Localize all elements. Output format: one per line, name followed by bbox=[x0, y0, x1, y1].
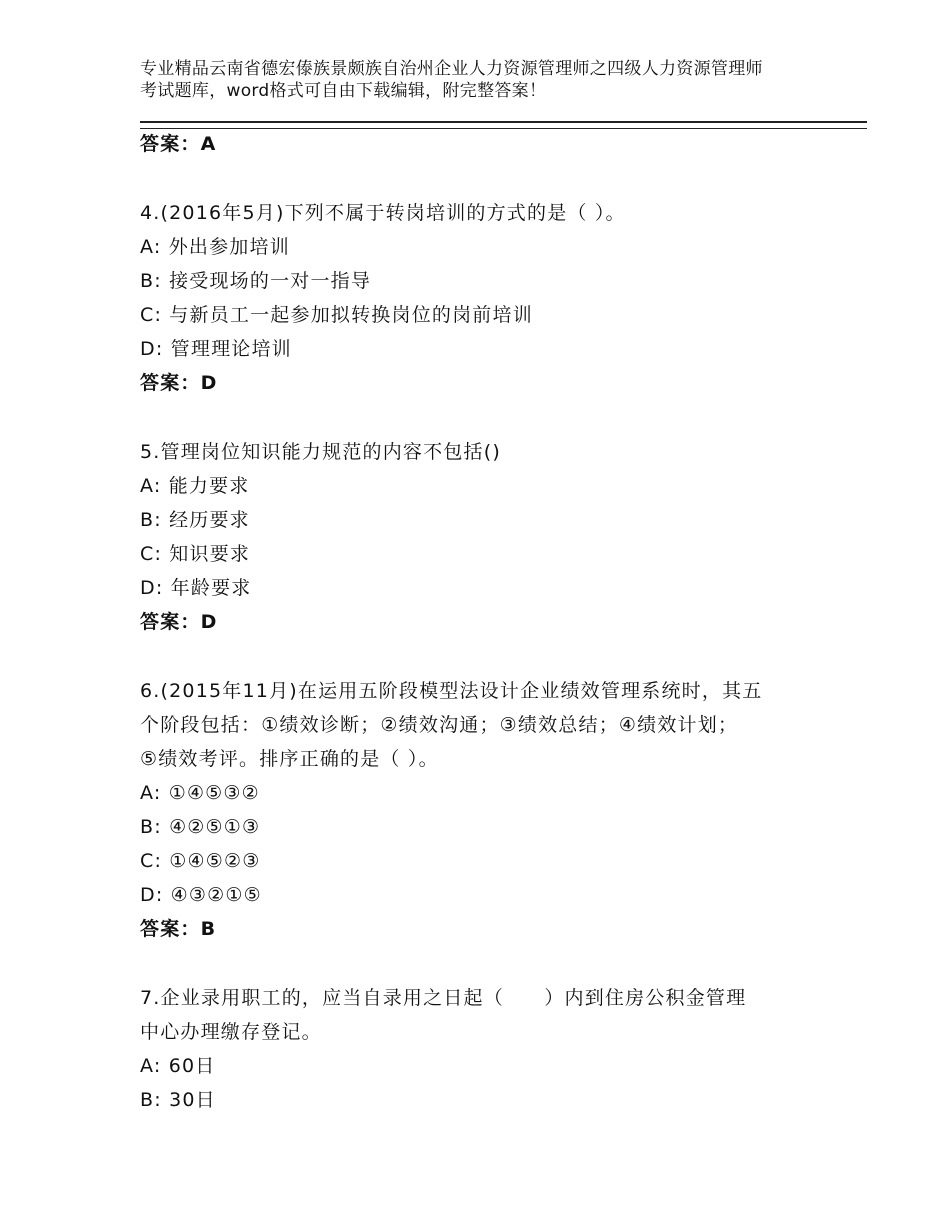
option-a: A: ①④⑤③② bbox=[140, 782, 260, 804]
option-a: A: 外出参加培训 bbox=[140, 236, 290, 258]
question-list bbox=[140, 127, 840, 1117]
question-stem-line-3: ⑤绩效考评。排序正确的是（ ）。 bbox=[140, 748, 439, 770]
option-c: C: 知识要求 bbox=[140, 543, 251, 565]
answer: 答案：D bbox=[140, 372, 218, 394]
spacer bbox=[140, 161, 840, 196]
answer: 答案：B bbox=[140, 918, 217, 940]
question-stem-line-2: 个阶段包括：①绩效诊断；②绩效沟通；③绩效总结；④绩效计划； bbox=[140, 714, 739, 736]
answer-q3: 答案：A bbox=[140, 133, 217, 155]
spacer bbox=[140, 639, 840, 674]
question-6 bbox=[140, 674, 840, 946]
header-line-1: 专业精品云南省德宏傣族景颇族自治州企业人力资源管理师之四级人力资源管理师 bbox=[140, 59, 763, 79]
option-d: D: ④③②①⑤ bbox=[140, 884, 262, 906]
question-stem: 4.(2016年5月)下列不属于转岗培训的方式的是（ ）。 bbox=[140, 202, 626, 224]
question-7 bbox=[140, 981, 840, 1117]
document-header bbox=[140, 58, 830, 102]
question-5 bbox=[140, 435, 840, 639]
option-b: B: 接受现场的一对一指导 bbox=[140, 270, 372, 292]
option-a: A: 能力要求 bbox=[140, 475, 250, 497]
option-c: C: ①④⑤②③ bbox=[140, 850, 261, 872]
question-stem: 5.管理岗位知识能力规范的内容不包括() bbox=[140, 441, 501, 463]
option-d: D: 年龄要求 bbox=[140, 577, 252, 599]
question-stem-line-1: 7.企业录用职工的，应当自录用之日起（ ）内到住房公积金管理 bbox=[140, 987, 747, 1009]
option-b: B: 30日 bbox=[140, 1089, 216, 1111]
option-c: C: 与新员工一起参加拟转换岗位的岗前培训 bbox=[140, 304, 533, 326]
spacer bbox=[140, 946, 840, 981]
spacer bbox=[140, 400, 840, 435]
question-stem-line-1: 6.(2015年11月)在运用五阶段模型法设计企业绩效管理系统时，其五 bbox=[140, 680, 763, 702]
answer: 答案：D bbox=[140, 611, 218, 633]
header-line-2: 考试题库，word格式可自由下载编辑，附完整答案！ bbox=[140, 81, 547, 101]
option-d: D: 管理理论培训 bbox=[140, 338, 292, 360]
question-4 bbox=[140, 196, 840, 400]
question-stem-line-2: 中心办理缴存登记。 bbox=[140, 1021, 322, 1043]
option-a: A: 60日 bbox=[140, 1055, 216, 1077]
option-b: B: ④②⑤①③ bbox=[140, 816, 261, 838]
option-b: B: 经历要求 bbox=[140, 509, 250, 531]
